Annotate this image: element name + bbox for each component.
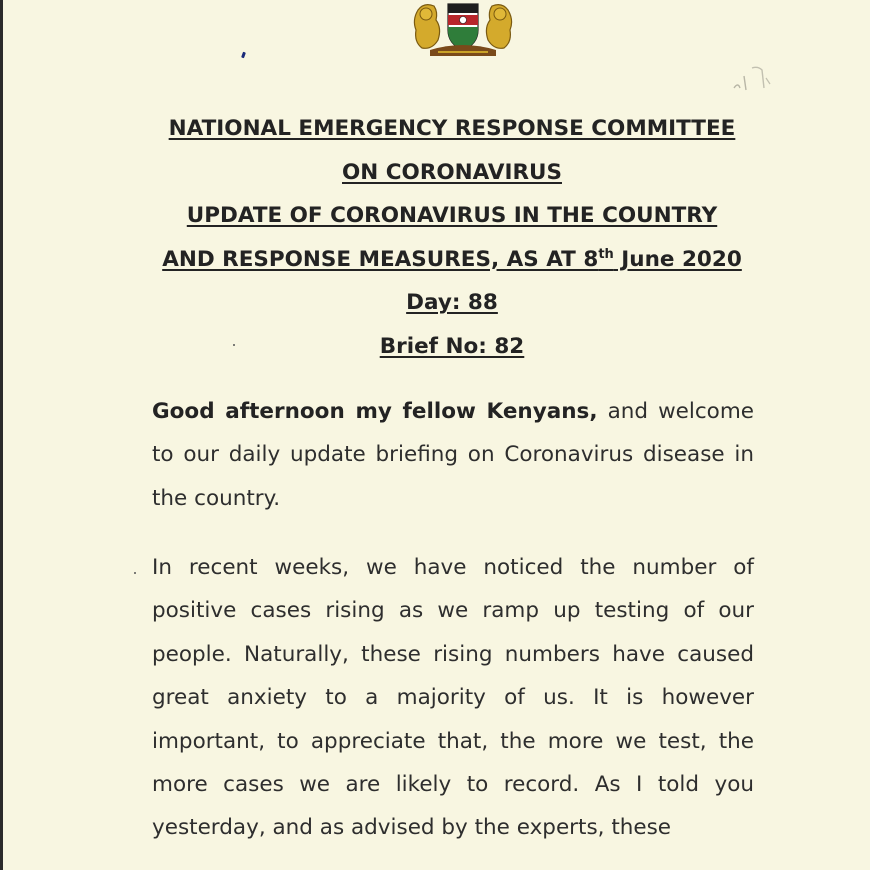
kenya-coat-of-arms-icon bbox=[408, 0, 518, 58]
heading-line-4-superscript: th bbox=[598, 246, 614, 262]
paragraph-greeting bbox=[152, 390, 754, 520]
day-count: Day: 88 bbox=[406, 290, 498, 315]
greeting-rest: and welcome to our daily update briefing on Coronavirus disease in the country. bbox=[152, 399, 754, 511]
scan-dot bbox=[134, 572, 136, 574]
briefing-headings bbox=[0, 107, 870, 368]
heading-line-4-suffix: June 2020 bbox=[613, 246, 742, 272]
brief-number: Brief No: 82 bbox=[379, 333, 525, 359]
faint-stamp-mark bbox=[728, 58, 776, 100]
heading-line-4-prefix: AND RESPONSE MEASURES, AS AT 8 bbox=[162, 246, 599, 272]
heading-line-4 bbox=[0, 238, 870, 282]
greeting-lead: Good afternoon my fellow Kenyans, bbox=[152, 399, 598, 424]
heading-line-1: NATIONAL EMERGENCY RESPONSE COMMITTEE bbox=[168, 116, 736, 141]
ink-speck bbox=[241, 52, 246, 59]
paragraph-testing: In recent weeks, we have noticed the number of positive cases rising as we ramp up testing of our people. Naturally, these rising numbers have caused great anxiety to a majority of us. It is however important, to appreciate that, the more we test, the more cases we are likely to record. As I told you yesterday, and as advised by the experts, these bbox=[152, 555, 754, 841]
heading-line-2: ON CORONAVIRUS bbox=[342, 159, 562, 185]
heading-line-3: UPDATE OF CORONAVIRUS IN THE COUNTRY bbox=[186, 203, 718, 228]
